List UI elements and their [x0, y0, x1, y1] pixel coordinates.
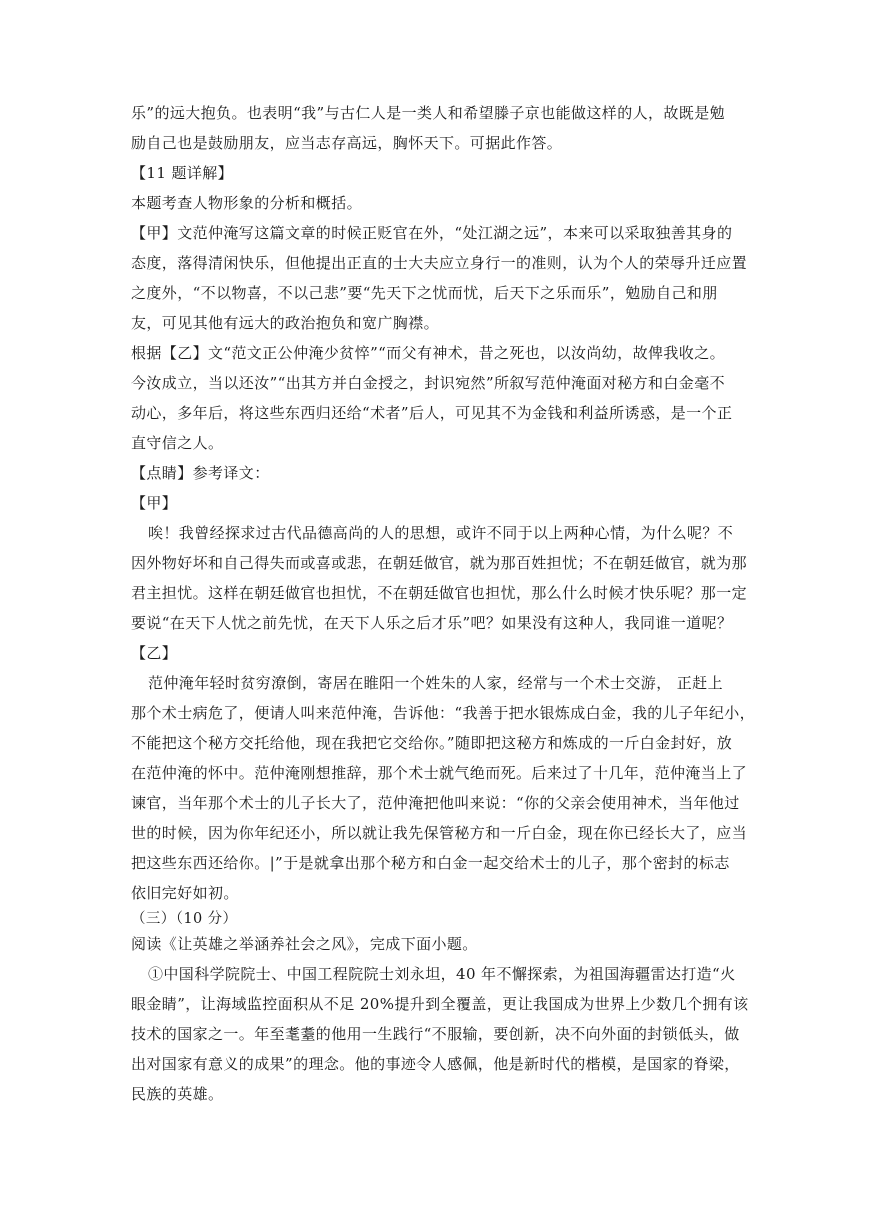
paragraph-line: 友，可见其他有远大的政治抱负和宽广胸襟。 [131, 314, 440, 332]
paragraph-line: 依旧完好如初。 [131, 884, 239, 902]
paragraph-line: 把这些东西还给你。|”于是就拿出那个秘方和白金一起交给术士的儿子，那个密封的标志 [131, 854, 730, 872]
paragraph-line: ①中国科学院院士、中国工程院院士刘永坦，40 年不懈探索，为祖国海疆雷达打造“火 [148, 965, 736, 983]
paragraph-line: 动心，多年后，将这些东西归还给“术者”后人，可见其不为金钱和利益所诱惑，是一个正 [131, 404, 733, 422]
section-heading-yi: 【乙】 [131, 644, 178, 662]
paragraph-line: 本题考查人物形象的分析和概括。 [131, 194, 363, 212]
paragraph-line: 民族的英雄。 [131, 1085, 224, 1103]
paragraph-line: 范仲淹年轻时贫穷潦倒，寄居在睢阳一个姓朱的人家，经常与一个术士交游， 正赶上 [148, 674, 723, 692]
reading-instruction: 阅读《让英雄之举涵养社会之风》，完成下面小题。 [131, 935, 478, 953]
paragraph-line: 唉！我曾经探求过古代品德高尚的人的思想，或许不同于以上两种心情，为什么呢？不 [148, 524, 734, 542]
paragraph-line: 在范仲淹的怀中。范仲淹刚想推辞，那个术士就气绝而死。后来过了十几年，范仲淹当上了 [131, 764, 748, 782]
paragraph-line: 励自己也是鼓励朋友，应当志存高远，胸怀天下。可据此作答。 [131, 134, 563, 152]
section-heading-jia: 【甲】 [131, 494, 178, 512]
paragraph-line: 要说“在天下人忧之前先忧，在天下人乐之后才乐”吧？如果没有这种人，我同谁一道呢？ [131, 614, 733, 632]
paragraph-line: 直守信之人。 [131, 434, 224, 452]
section-heading-11: 【11 题详解】 [131, 164, 234, 182]
section-heading-three: （三）（10 分） [131, 911, 238, 927]
paragraph-line: 乐”的远大抱负。也表明“我”与古仁人是一类人和希望滕子京也能做这样的人，故既是勉 [131, 104, 726, 122]
paragraph-line: 那个术士病危了，便请人叫来范仲淹，告诉他：“我善于把水银炼成白金，我的儿子年纪小， [131, 704, 756, 722]
paragraph-line: 根据【乙】文“范文正公仲淹少贫悴”“而父有神术，昔之死也，以汝尚幼，故俾我收之。 [131, 344, 726, 362]
paragraph-line: 不能把这个秘方交托给他，现在我把它交给你。”随即把这秘方和炼成的一斤白金封好，放 [131, 734, 733, 752]
paragraph-line: 眼金睛”，让海域监控面积从不足 20%提升到全覆盖，更让我国成为世界上少数几个拥有该 [131, 995, 749, 1013]
paragraph-line: 君主担忧。这样在朝廷做官也担忧，不在朝廷做官也担忧，那么什么时候才快乐呢？那一定 [131, 584, 748, 602]
paragraph-line: 技术的国家之一。年至耄耋的他用一生践行“不服输，要创新，决不向外面的封锁低头，做 [131, 1025, 740, 1043]
paragraph-line: 因外物好坏和自己得失而或喜或悲，在朝廷做官，就为那百姓担忧；不在朝廷做官，就为那 [131, 554, 748, 572]
paragraph-line: 之度外，“不以物喜，不以己悲”要“先天下之忧而忧，后天下之乐而乐”，勉励自己和朋 [131, 284, 718, 302]
paragraph-line: 谏官，当年那个术士的儿子长大了，范仲淹把他叫来说：“你的父亲会使用神术，当年他过 [131, 794, 740, 812]
paragraph-line: 今汝成立，当以还汝”“出其方并白金授之，封识宛然”所叙写范仲淹面对秘方和白金毫不 [131, 374, 726, 392]
section-heading-dianjing: 【点睛】参考译文： [131, 464, 270, 482]
paragraph-line: 世的时候，因为你年纪还小，所以就让我先保管秘方和一斤白金，现在你已经长大了，应当 [131, 824, 748, 842]
paragraph-line: 态度，落得清闲快乐，但他提出正直的士大夫应立身行一的准则，认为个人的荣辱升迁应置 [131, 254, 748, 272]
paragraph-line: 出对国家有意义的成果”的理念。他的事迹令人感佩，他是新时代的楷模，是国家的脊梁， [131, 1055, 740, 1073]
paragraph-line: 【甲】文范仲淹写这篇文章的时候正贬官在外，“处江湖之远”，本来可以采取独善其身的 [131, 224, 733, 242]
